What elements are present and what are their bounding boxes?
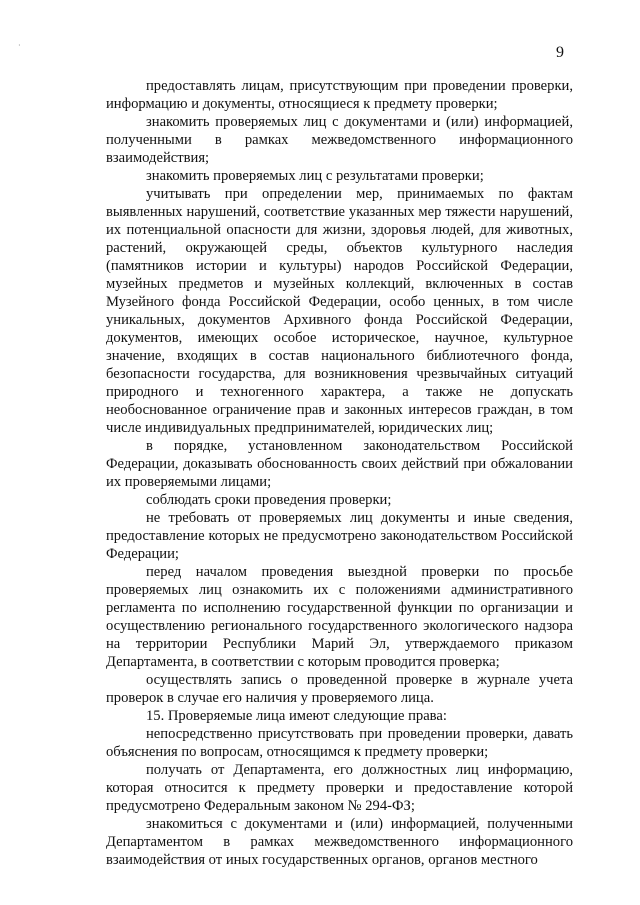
paragraph-observe-deadlines: соблюдать сроки проведения проверки; xyxy=(146,492,392,508)
paragraph-record-in-journal: осуществлять запись о проведенной проверке в журнале учета проверок в случае его наличия у проверяемого лица. xyxy=(106,672,573,706)
left-margin-mark: · xyxy=(18,41,21,50)
paragraph-acquaint-documents: знакомить проверяемых лиц с документами и (или) информацией, полученными в рамках межведомственного информационного взаимодействия; xyxy=(106,114,573,166)
paragraph-receive-information: получать от Департамента, его должностных лиц информацию, которая относится к предмету проверки и предоставление которой предусмотрено Федеральным законом № 294-ФЗ; xyxy=(106,762,573,814)
paragraph-section-15-heading: 15. Проверяемые лица имеют следующие права: xyxy=(146,708,447,724)
paragraph-provide-information: предоставлять лицам, присутствующим при проведении проверки, информацию и документы, относящиеся к предмету проверки; xyxy=(106,78,573,112)
document-body xyxy=(106,77,573,869)
paragraph-acquaint-regulation: перед началом проведения выездной проверки по просьбе проверяемых лиц ознакомить их с положениями административного регламента по исполнению государственной функции по организации и осуществлению регионального государственного экологического надзора на территории Республики Марий Эл, утверждаемого приказом Департамента, в соответствии с которым проводится проверка; xyxy=(106,564,573,670)
paragraph-consider-measures: учитывать при определении мер, принимаемых по фактам выявленных нарушений, соответствие указанных мер тяжести нарушений, их потенциальной опасности для жизни, здоровья людей, для животных, растений, окружающей среды, объектов культурного наследия (памятников истории и культуры) народов Российской Федерации, музейных предметов и музейных коллекций, включенных в состав Музейного фонда Российской Федерации, особо ценных, в том числе уникальных, документов Архивного фонда Российской Федерации, документов, имеющих особое историческое, научное, культурное значение, входящих в состав национального библиотечного фонда, безопасности государства, для возникновения чрезвычайных ситуаций природного и техногенного характера, а также не допускать необоснованное ограничение прав и законных интересов граждан, в том числе индивидуальных предпринимателей, юридических лиц; xyxy=(106,186,573,436)
paragraph-be-present: непосредственно присутствовать при проведении проверки, давать объяснения по вопросам, относящимся к предмету проверки; xyxy=(106,726,573,760)
paragraph-not-require-documents: не требовать от проверяемых лиц документы и иные сведения, предоставление которых не предусмотрено законодательством Российской Федерации; xyxy=(106,510,573,562)
page-number: 9 xyxy=(556,44,564,61)
paragraph-acquaint-results: знакомить проверяемых лиц с результатами проверки; xyxy=(146,168,484,184)
paragraph-prove-justification: в порядке, установленном законодательством Российской Федерации, доказывать обоснованность своих действий при обжаловании их проверяемыми лицами; xyxy=(106,438,573,490)
paragraph-familiarize-documents: знакомиться с документами и (или) информацией, полученными Департаментом в рамках межведомственного информационного взаимодействия от иных государственных органов, органов местного xyxy=(106,816,573,868)
